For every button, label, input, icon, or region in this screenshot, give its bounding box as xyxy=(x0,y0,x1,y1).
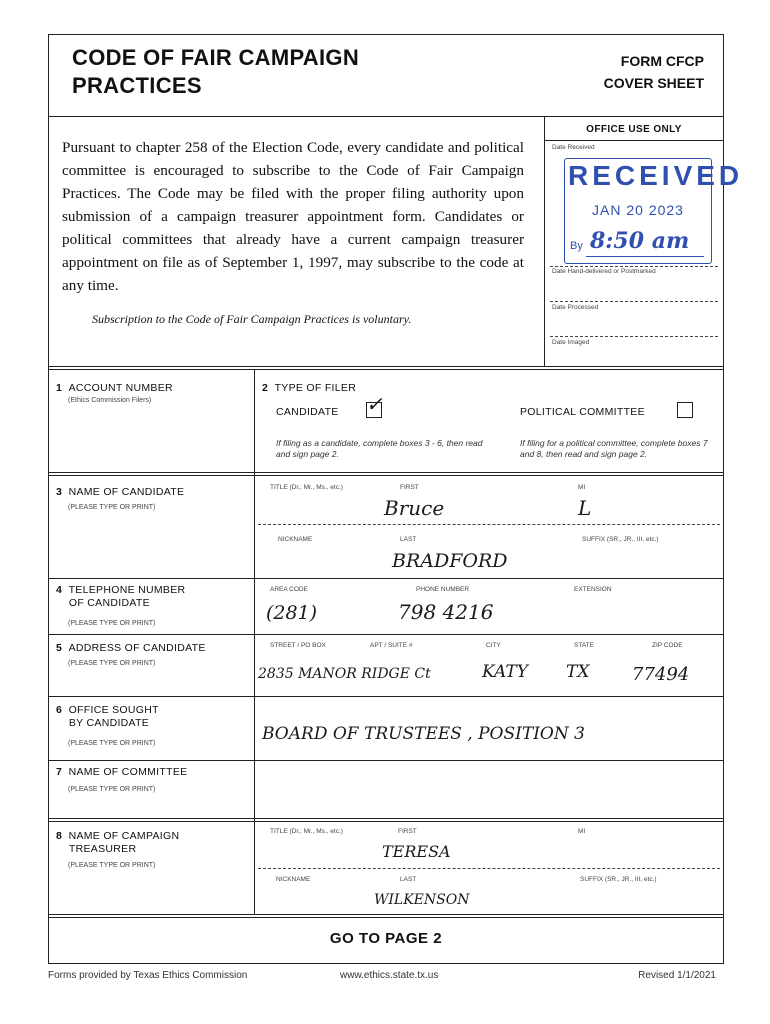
received-stamp-by: By xyxy=(570,240,583,252)
candidate-first-name[interactable]: Bruce xyxy=(384,496,445,520)
received-stamp-underline xyxy=(586,256,704,257)
box2-title: TYPE OF FILER xyxy=(274,382,357,394)
box7-title: NAME OF COMMITTEE xyxy=(68,766,188,778)
committee-option-label: POLITICAL COMMITTEE xyxy=(520,406,645,418)
box3-mid-rule xyxy=(258,524,720,525)
box3-suffix-label: SUFFIX (SR., JR., III, etc.) xyxy=(582,536,659,543)
date-hand-delivered-label: Date Hand-delivered or Postmarked xyxy=(552,268,656,275)
candidate-area-code[interactable]: (281) xyxy=(266,602,318,624)
box6-label xyxy=(56,704,159,730)
treasurer-last-name[interactable]: WILKENSON xyxy=(374,892,470,908)
candidate-street[interactable]: 2835 MANOR RIDGE Ct xyxy=(258,666,431,682)
box7-bottom-rule-2 xyxy=(48,821,724,822)
committee-note: If filing for a political committee, complete boxes 7 and 8, then read and sign page 2. xyxy=(520,438,708,459)
box7-number: 7 xyxy=(56,766,63,778)
box8-number: 8 xyxy=(56,830,63,842)
received-stamp-text: RECEIVED xyxy=(568,160,744,191)
box3-title: NAME OF CANDIDATE xyxy=(68,486,185,498)
office-use-title: OFFICE USE ONLY xyxy=(586,124,682,135)
box5-sub: (PLEASE TYPE OR PRINT) xyxy=(68,660,156,667)
box4-number: 4 xyxy=(56,584,63,596)
box3-nickname-label: NICKNAME xyxy=(278,536,313,543)
box6-title: OFFICE SOUGHT xyxy=(68,704,159,716)
received-stamp-date: JAN 20 2023 xyxy=(592,202,684,218)
box4-area-label: AREA CODE xyxy=(270,586,308,593)
box6-sub: (PLEASE TYPE OR PRINT) xyxy=(68,740,156,747)
box8-suffix-label: SUFFIX (SR., JR., III, etc.) xyxy=(580,876,657,883)
footer-website[interactable]: www.ethics.state.tx.us xyxy=(340,970,439,981)
go-to-page-2: GO TO PAGE 2 xyxy=(329,930,443,947)
form-title xyxy=(72,44,359,100)
committee-checkbox[interactable] xyxy=(677,402,693,418)
footer-provider: Forms provided by Texas Ethics Commission xyxy=(48,970,248,981)
candidate-phone-number[interactable]: 798 4216 xyxy=(398,600,494,624)
box5-bottom-rule xyxy=(48,696,724,697)
candidate-checkmark: ✓ xyxy=(366,392,383,416)
intro-bottom-rule xyxy=(48,366,724,367)
date-received-label: Date Received xyxy=(552,144,595,151)
box8-title-2: TREASURER xyxy=(68,843,137,855)
box8-last-label: LAST xyxy=(400,876,417,883)
voluntary-note: Subscription to the Code of Fair Campaign Practices is voluntary. xyxy=(92,312,412,326)
box5-state-label: STATE xyxy=(574,642,594,649)
box4-title: TELEPHONE NUMBER xyxy=(68,584,186,596)
box5-title: ADDRESS OF CANDIDATE xyxy=(68,642,206,654)
box3-title-label: TITLE (Dr., Mr., Ms., etc.) xyxy=(270,484,343,491)
office-use-title-rule xyxy=(544,140,724,141)
box7-bottom-rule xyxy=(48,818,724,819)
box2-label xyxy=(262,382,356,394)
date-processed-rule xyxy=(550,301,718,302)
label-column-divider xyxy=(254,369,255,915)
box5-label xyxy=(56,642,206,654)
form-title-line1: CODE OF FAIR CAMPAIGN xyxy=(72,45,360,70)
candidate-option-label: CANDIDATE xyxy=(276,406,339,418)
box8-mid-rule xyxy=(258,868,720,869)
box8-bottom-rule-2 xyxy=(48,917,724,918)
box4-ext-label: EXTENSION xyxy=(574,586,612,593)
box3-sub: (PLEASE TYPE OR PRINT) xyxy=(68,504,156,511)
candidate-last-name[interactable]: BRADFORD xyxy=(392,550,508,572)
box3-first-label: FIRST xyxy=(400,484,419,491)
office-use-left-border xyxy=(544,116,545,366)
intro-paragraph: Pursuant to chapter 258 of the Election Code, every candidate and political committee is encouraged to subscribe to the Code of Fair Campaign Practices. The Code may be filed with the proper filing authority upon submission of a campaign treasurer appointment form. Candidates or political committees that already have a current campaign treasurer appointment on file as of September 1, 1997, may subscribe to the code at any time. xyxy=(62,139,524,294)
box5-street-label: STREET / PO BOX xyxy=(270,642,326,649)
date-imaged-label: Date Imaged xyxy=(552,339,590,346)
date-hand-delivered-rule xyxy=(550,266,718,267)
date-imaged-rule xyxy=(550,336,718,337)
box4-phone-label: PHONE NUMBER xyxy=(416,586,470,593)
box8-sub: (PLEASE TYPE OR PRINT) xyxy=(68,862,156,869)
box5-number: 5 xyxy=(56,642,63,654)
box6-bottom-rule xyxy=(48,760,724,761)
header-divider xyxy=(48,116,724,117)
box8-title: NAME OF CAMPAIGN xyxy=(68,830,180,842)
box7-sub: (PLEASE TYPE OR PRINT) xyxy=(68,786,156,793)
box8-bottom-rule xyxy=(48,914,724,915)
received-stamp-time: 8:50 am xyxy=(590,228,690,254)
box2-bottom-rule-2 xyxy=(48,475,724,476)
box8-title-label: TITLE (Dr., Mr., Ms., etc.) xyxy=(270,828,343,835)
box4-label xyxy=(56,584,185,610)
box8-label xyxy=(56,830,179,856)
box4-bottom-rule xyxy=(48,634,724,635)
box3-last-label: LAST xyxy=(400,536,417,543)
form-title-line2: PRACTICES xyxy=(72,73,202,98)
treasurer-first-name[interactable]: TERESA xyxy=(382,842,451,861)
box1-title: ACCOUNT NUMBER xyxy=(68,382,173,394)
box1-label xyxy=(56,382,173,394)
form-id: FORM CFCP xyxy=(620,53,704,69)
box6-title-2: BY CANDIDATE xyxy=(68,717,150,729)
box3-mi-label: MI xyxy=(578,484,586,491)
candidate-state[interactable]: TX xyxy=(566,662,590,682)
box5-apt-label: APT / SUITE # xyxy=(370,642,413,649)
candidate-zip[interactable]: 77494 xyxy=(632,664,690,685)
box8-first-label: FIRST xyxy=(398,828,417,835)
box4-title-2: OF CANDIDATE xyxy=(68,597,150,609)
candidate-middle-initial[interactable]: L xyxy=(578,496,592,520)
date-processed-label: Date Processed xyxy=(552,304,599,311)
box1-number: 1 xyxy=(56,382,63,394)
box1-sub: (Ethics Commission Filers) xyxy=(68,397,152,404)
candidate-note: If filing as a candidate, complete boxes 3 - 6, then read and sign page 2. xyxy=(276,438,483,459)
candidate-city[interactable]: KATY xyxy=(482,662,528,682)
box3-bottom-rule xyxy=(48,578,724,579)
box4-sub: (PLEASE TYPE OR PRINT) xyxy=(68,620,156,627)
box3-label xyxy=(56,486,184,498)
box8-mi-label: MI xyxy=(578,828,586,835)
form-id-block xyxy=(604,50,704,94)
box2-bottom-rule xyxy=(48,472,724,473)
box8-nickname-label: NICKNAME xyxy=(276,876,311,883)
cover-sheet-label: COVER SHEET xyxy=(603,75,704,91)
box3-number: 3 xyxy=(56,486,63,498)
box5-zip-label: ZIP CODE xyxy=(652,642,683,649)
box7-label xyxy=(56,766,187,778)
intro-bottom-rule-2 xyxy=(48,369,724,370)
box2-number: 2 xyxy=(262,382,269,394)
box6-number: 6 xyxy=(56,704,63,716)
box5-city-label: CITY xyxy=(486,642,501,649)
office-sought-value[interactable]: BOARD OF TRUSTEES , POSITION 3 xyxy=(262,724,585,744)
footer-revised: Revised 1/1/2021 xyxy=(638,970,716,981)
